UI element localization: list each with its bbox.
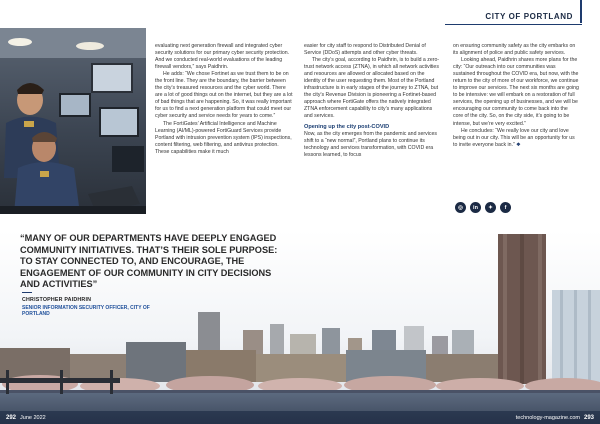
closing-text: He concludes: “We really love our city and love being out in our city. This will be an opportunity for us to invite everyone back in.” bbox=[453, 127, 575, 148]
dispatch-photo bbox=[0, 28, 146, 214]
twitter-icon[interactable]: ✦ bbox=[485, 202, 496, 213]
end-of-article-icon: ❖ bbox=[516, 141, 521, 148]
header-accent-rule bbox=[580, 0, 582, 23]
footer-left bbox=[6, 415, 46, 421]
paragraph: on ensuring community safety as the city embarks on its alignment of police and public safety services. bbox=[453, 43, 576, 57]
paragraph: The FortiGates’ Artificial Intelligence and Machine Learning (AI/ML)-powered FortiGuard Services provide Portland with intrusion prevention system (IPS) inspections, content filtering, web filtering, and antivirus protection. These capabilities make it much bbox=[155, 120, 292, 155]
paragraph: evaluating next generation firewall and integrated cyber security solutions for our primary cyber security protection. And we conducted real-world evaluations of the leading firewall vendors,” says Paidhrin. bbox=[155, 43, 290, 71]
paragraph: He adds: “We chose Fortinet as we trust them to be on the front line. They are the boundary, the barrier between the city’s treasured resources and the cyber world. There are a lot of good things out on the internet, but they are a lot of bad things that are happening. So, it was really important for us to find a next generation platform that could meet our cyber security and service needs for years to come.” bbox=[155, 71, 293, 120]
paragraph: Looking ahead, Paidhrin shares more plans for the city: “Our outreach into our communities was sustained throughout the COVID era, but now, with the return to the city of more of our workforce, we continue to improve our services. The next six months are going to be intensive: we will embark on a restoration of full services, the opening up of businesses, and we will be encouraging our community to come back into the core of the city. So, on the city side, it’s going to be intense, but we’re very excited.” bbox=[453, 57, 579, 127]
site-url[interactable]: technology-magazine.com bbox=[515, 415, 580, 421]
web-icon[interactable]: ◎ bbox=[455, 202, 466, 213]
article-column-1 bbox=[155, 43, 293, 156]
quote-author-role: SENIOR INFORMATION SECURITY OFFICER, CITY OF PORTLAND bbox=[22, 305, 150, 318]
paragraph-closing bbox=[453, 128, 579, 149]
paragraph: easier for city staff to respond to Distributed Denial of Service (DDoS) attempts and other cyber threats. bbox=[304, 43, 426, 57]
social-share-bar bbox=[455, 202, 511, 213]
section-heading: Opening up the city post-COVID bbox=[304, 123, 390, 130]
paragraph: Now, as the city emerges from the pandemic and services shift to a “new normal”, Portland plans to continue its technology and services transformation, with COVID era lessons learned, to focus bbox=[304, 130, 437, 159]
linkedin-icon[interactable]: in bbox=[470, 202, 481, 213]
header-divider bbox=[445, 24, 582, 25]
page-number-left: 292 bbox=[6, 415, 17, 421]
facebook-icon[interactable]: f bbox=[500, 202, 511, 213]
article-column-3 bbox=[453, 43, 579, 149]
pull-quote: “MANY OF OUR DEPARTMENTS HAVE DEEPLY ENGAGED COMMUNITY INITIATIVES. THAT’S THEIR SOLE PURPOSE: TO STAY CONNECTED TO, AND ENCOURAGE, THE ENGAGEMENT OF OUR COMMUNITY IN CITY DECISIONS AND ACTIVITIES” bbox=[20, 233, 278, 290]
footer-right bbox=[516, 415, 594, 421]
page-number-right: 293 bbox=[583, 415, 594, 421]
article-column-2 bbox=[304, 43, 442, 159]
paragraph: The city’s goal, according to Paidhrin, is to build a zero-trust network access (ZTNA), in which all network activities and resources are allowed or allocated based on the identity of the user requesting them. Most of the Portland infrastructure is in early stages of the journey to ZTNA, but the city’s Revenue Division is pioneering a Fortinet-based approach where FortiGate offers the natively integrated ZTNA enforcement capability to city’s many applications and services. bbox=[304, 57, 440, 120]
issue-date: June 2022 bbox=[20, 415, 46, 421]
page-header-title: CITY OF PORTLAND bbox=[485, 12, 573, 21]
quote-divider bbox=[22, 292, 32, 293]
footer-bar bbox=[0, 411, 600, 424]
quote-author-name: CHRISTOPHER PAIDHRIN bbox=[22, 297, 92, 303]
